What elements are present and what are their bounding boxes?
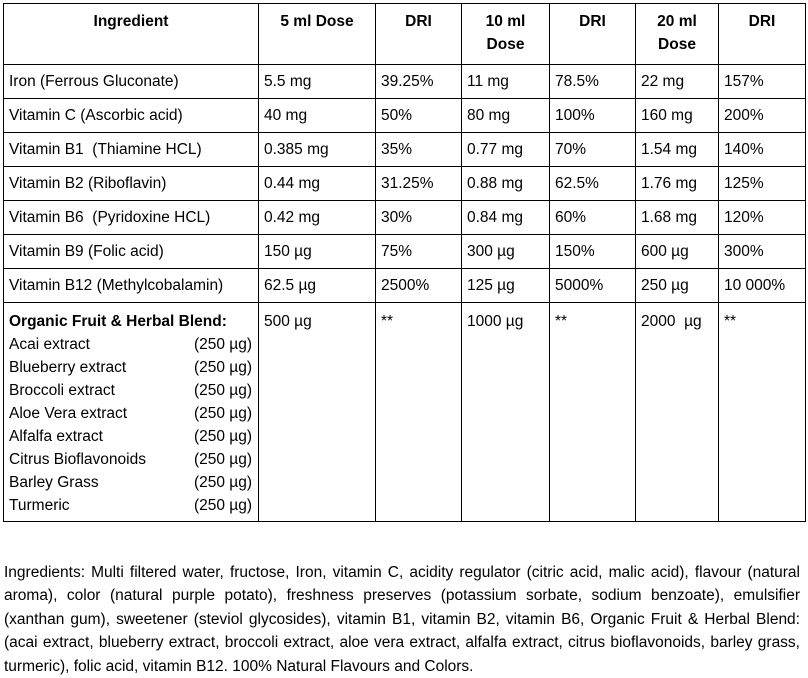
- cell-20ml: 250 µg: [636, 269, 719, 303]
- cell-dri-10ml: **: [550, 303, 636, 522]
- cell-dri-5ml: 39.25%: [376, 65, 462, 99]
- blend-item-name: Barley Grass: [9, 471, 99, 494]
- table-row: [4, 99, 806, 133]
- cell-ingredient: Vitamin B6 (Pyridoxine HCL): [4, 201, 259, 235]
- cell-5ml: 5.5 mg: [259, 65, 376, 99]
- cell-10ml: 11 mg: [462, 65, 550, 99]
- blend-item: [9, 471, 258, 494]
- nutrition-table: [3, 3, 806, 522]
- blend-item-amount: (250 µg): [194, 356, 252, 379]
- blend-item: [9, 356, 258, 379]
- cell-5ml: 0.44 mg: [259, 167, 376, 201]
- header-ingredient: Ingredient: [4, 4, 259, 65]
- blend-item-amount: (250 µg): [194, 448, 252, 471]
- blend-cell: [4, 303, 259, 522]
- cell-dri-10ml: 70%: [550, 133, 636, 167]
- cell-ingredient: Vitamin B1 (Thiamine HCL): [4, 133, 259, 167]
- cell-dri-10ml: 100%: [550, 99, 636, 133]
- cell-ingredient: Vitamin B12 (Methylcobalamin): [4, 269, 259, 303]
- cell-dri-20ml: 140%: [719, 133, 806, 167]
- blend-title: Organic Fruit & Herbal Blend:: [9, 310, 258, 333]
- cell-dri-10ml: 150%: [550, 235, 636, 269]
- cell-dri-10ml: 60%: [550, 201, 636, 235]
- header-10ml-dose: 10 ml Dose: [462, 4, 550, 65]
- cell-dri-20ml: **: [719, 303, 806, 522]
- blend-item-amount: (250 µg): [194, 494, 252, 517]
- cell-20ml: 1.76 mg: [636, 167, 719, 201]
- cell-dri-5ml: 30%: [376, 201, 462, 235]
- blend-item-name: Broccoli extract: [9, 379, 115, 402]
- cell-5ml: 40 mg: [259, 99, 376, 133]
- cell-ingredient: Vitamin B9 (Folic acid): [4, 235, 259, 269]
- header-dri-20ml: DRI: [719, 4, 806, 65]
- cell-20ml: 1.68 mg: [636, 201, 719, 235]
- cell-5ml: 62.5 µg: [259, 269, 376, 303]
- blend-item-amount: (250 µg): [194, 425, 252, 448]
- header-dri-10ml: DRI: [550, 4, 636, 65]
- cell-dri-10ml: 62.5%: [550, 167, 636, 201]
- cell-ingredient: Vitamin C (Ascorbic acid): [4, 99, 259, 133]
- table-row: [4, 269, 806, 303]
- cell-10ml: 1000 µg: [462, 303, 550, 522]
- blend-row: [4, 303, 806, 522]
- cell-10ml: 300 µg: [462, 235, 550, 269]
- blend-item-name: Aloe Vera extract: [9, 402, 127, 425]
- cell-ingredient: Iron (Ferrous Gluconate): [4, 65, 259, 99]
- cell-20ml: 2000 µg: [636, 303, 719, 522]
- cell-dri-5ml: 31.25%: [376, 167, 462, 201]
- table-header-row: [4, 4, 806, 65]
- cell-dri-10ml: 5000%: [550, 269, 636, 303]
- cell-dri-20ml: 120%: [719, 201, 806, 235]
- cell-dri-20ml: 157%: [719, 65, 806, 99]
- table-row: [4, 133, 806, 167]
- blend-item: [9, 379, 258, 402]
- cell-10ml: 125 µg: [462, 269, 550, 303]
- cell-ingredient: Vitamin B2 (Riboflavin): [4, 167, 259, 201]
- cell-dri-20ml: 125%: [719, 167, 806, 201]
- cell-5ml: 0.385 mg: [259, 133, 376, 167]
- cell-dri-5ml: 35%: [376, 133, 462, 167]
- blend-item-amount: (250 µg): [194, 379, 252, 402]
- table-row: [4, 201, 806, 235]
- blend-item: [9, 494, 258, 517]
- blend-item-name: Acai extract: [9, 333, 90, 356]
- blend-item-amount: (250 µg): [194, 333, 252, 356]
- cell-20ml: 160 mg: [636, 99, 719, 133]
- cell-20ml: 22 mg: [636, 65, 719, 99]
- header-20ml-dose: 20 ml Dose: [636, 4, 719, 65]
- cell-10ml: 0.77 mg: [462, 133, 550, 167]
- blend-item: [9, 425, 258, 448]
- cell-dri-5ml: 2500%: [376, 269, 462, 303]
- cell-20ml: 600 µg: [636, 235, 719, 269]
- header-5ml-dose: 5 ml Dose: [259, 4, 376, 65]
- table-row: [4, 167, 806, 201]
- cell-10ml: 0.88 mg: [462, 167, 550, 201]
- cell-20ml: 1.54 mg: [636, 133, 719, 167]
- cell-10ml: 0.84 mg: [462, 201, 550, 235]
- cell-dri-5ml: 50%: [376, 99, 462, 133]
- blend-item-name: Blueberry extract: [9, 356, 126, 379]
- blend-item-name: Turmeric: [9, 494, 70, 517]
- blend-item-amount: (250 µg): [194, 402, 252, 425]
- cell-dri-20ml: 300%: [719, 235, 806, 269]
- blend-item-name: Citrus Bioflavonoids: [9, 448, 146, 471]
- cell-dri-20ml: 10 000%: [719, 269, 806, 303]
- cell-dri-5ml: **: [376, 303, 462, 522]
- ingredients-paragraph: Ingredients: Multi filtered water, fructose, Iron, vitamin C, acidity regulator (citric acid, malic acid), flavour (natural aroma), color (natural purple potato), freshness preserves (potassium sorbate, sodium benzoate), emulsifier (xanthan gum), sweetener (steviol glycosides), vitamin B1, vitamin B2, vitamin B6, Organic Fruit & Herbal Blend: (acai extract, blueberry extract, broccoli extract, aloe vera extract, alfalfa extract, citrus bioflavonoids, barley grass, turmeric), folic acid, vitamin B12. 100% Natural Flavours and Colors.: [4, 561, 800, 678]
- cell-5ml: 150 µg: [259, 235, 376, 269]
- cell-dri-10ml: 78.5%: [550, 65, 636, 99]
- cell-10ml: 80 mg: [462, 99, 550, 133]
- blend-item: [9, 333, 258, 356]
- table-row: [4, 65, 806, 99]
- cell-5ml: 500 µg: [259, 303, 376, 522]
- cell-dri-5ml: 75%: [376, 235, 462, 269]
- cell-dri-20ml: 200%: [719, 99, 806, 133]
- blend-item-amount: (250 µg): [194, 471, 252, 494]
- blend-item-name: Alfalfa extract: [9, 425, 103, 448]
- table-row: [4, 235, 806, 269]
- cell-5ml: 0.42 mg: [259, 201, 376, 235]
- header-dri-5ml: DRI: [376, 4, 462, 65]
- blend-item: [9, 402, 258, 425]
- blend-item: [9, 448, 258, 471]
